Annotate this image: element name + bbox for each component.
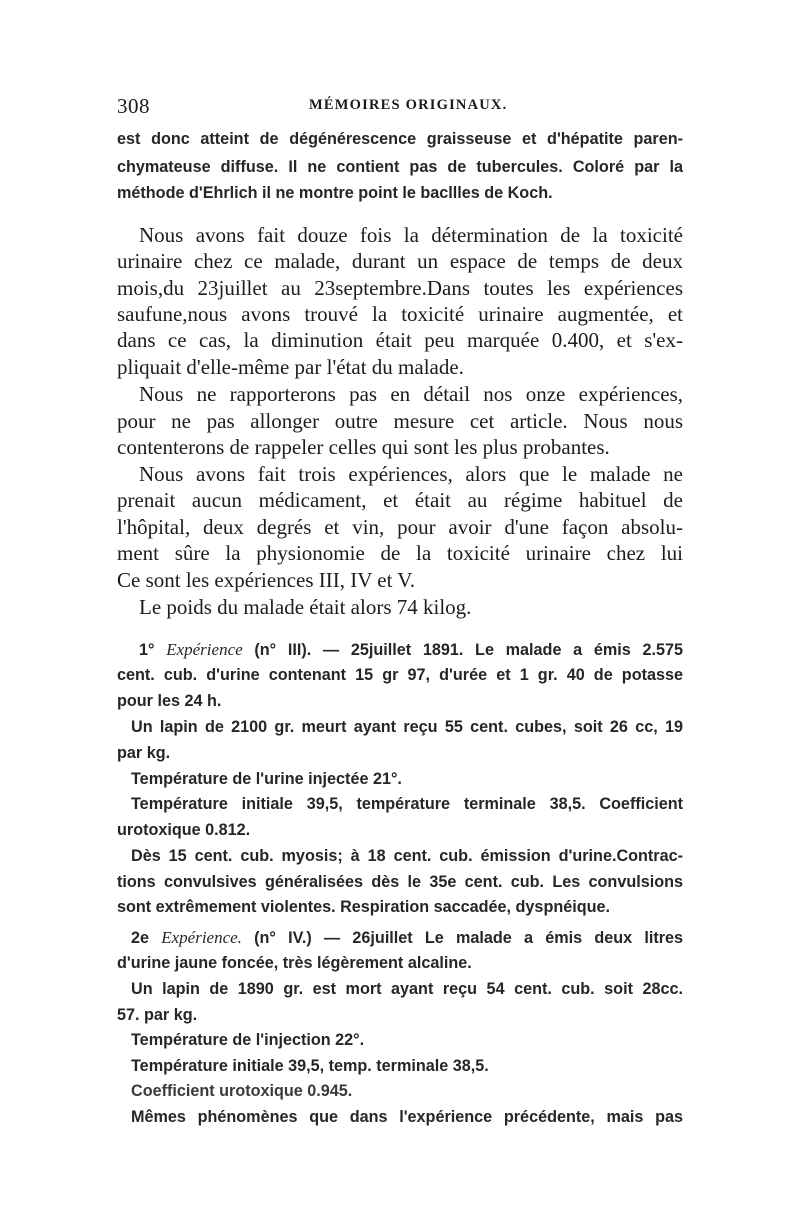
experiment-line: Un lapin de 1890 gr. est mort ayant reçu 54 cent. cub. soit 28cc.	[131, 980, 683, 998]
body-line: urinaire chez ce malade, durant un espace de temps de deux	[117, 249, 683, 273]
intro-line: est donc atteint de dégénérescence graisseuse et d'hépatite paren-	[117, 130, 683, 148]
body-line: Nous ne rapporterons pas en détail nos onze expériences,	[139, 382, 683, 406]
experiment-line: pour les 24 h.	[117, 692, 222, 710]
experiment-line: Température initiale 39,5, température terminale 38,5. Coefficient	[131, 795, 683, 813]
body-line: Ce sont les expériences III, IV et V.	[117, 568, 416, 592]
experiment-line: 57. par kg.	[117, 1006, 198, 1024]
page-header	[117, 94, 687, 120]
body-line: pliquait d'elle-même par l'état du malade.	[117, 355, 464, 379]
experiment-line: sont extrêmement violentes. Respiration saccadée, dyspnéique.	[117, 898, 610, 916]
experiment-label: Expérience.	[161, 928, 242, 947]
body-line: l'hôpital, deux degrés et vin, pour avoir d'une façon absolu-	[117, 515, 683, 539]
experiment-line: Température initiale 39,5, temp. terminale 38,5.	[131, 1057, 489, 1075]
experiment-heading-text: (n° IV.) — 26juillet Le malade a émis deux litres	[254, 929, 684, 947]
body-line: mois,du 23juillet au 23septembre.Dans toutes les expériences	[117, 276, 683, 300]
experiment-line: par kg.	[117, 744, 171, 762]
experiment-line: Un lapin de 2100 gr. meurt ayant reçu 55 cent. cubes, soit 26 cc, 19	[131, 718, 683, 736]
experiment-line: cent. cub. d'urine contenant 15 gr 97, d'urée et 1 gr. 40 de potasse	[117, 666, 683, 684]
body-line: Le poids du malade était alors 74 kilog.	[139, 595, 472, 619]
running-title: MÉMOIRES ORIGINAUX.	[309, 97, 508, 113]
experiment-heading	[117, 929, 683, 946]
intro-line: chymateuse diffuse. Il ne contient pas de tubercules. Coloré par la	[117, 158, 683, 176]
body-line: ment sûre la physionomie de la toxicité urinaire chez lui	[117, 541, 683, 565]
body-line: pour ne pas allonger outre mesure cet article. Nous nous	[117, 409, 683, 433]
body-line: saufune,nous avons trouvé la toxicité urinaire augmentée, et	[117, 302, 683, 326]
body-line: contenterons de rappeler celles qui sont les plus probantes.	[117, 435, 610, 459]
experiment-line: Coefficient urotoxique 0.945.	[131, 1082, 353, 1100]
experiment-line: urotoxique 0.812.	[117, 821, 251, 839]
body-line: Nous avons fait douze fois la détermination de la toxicité	[139, 223, 683, 247]
body-line: prenait aucun médicament, et était au régime habituel de	[117, 488, 683, 512]
experiment-line: d'urine jaune foncée, très légèrement alcaline.	[117, 954, 472, 972]
experiment-line: Température de l'injection 22°.	[131, 1031, 365, 1049]
body-line: dans ce cas, la diminution était peu marquée 0.400, et s'ex-	[117, 328, 683, 352]
intro-line: méthode d'Ehrlich il ne montre point le bacllles de Koch.	[117, 184, 553, 202]
page-number: 308	[117, 94, 150, 118]
experiment-prefix: 2e	[131, 929, 150, 947]
experiment-line: Température de l'urine injectée 21°.	[131, 770, 402, 788]
experiment-heading-text: (n° III). — 25juillet 1891. Le malade a émis 2.575	[254, 641, 683, 659]
experiment-heading	[117, 641, 683, 658]
experiment-line: tions convulsives généralisées dès le 35e cent. cub. Les convulsions	[117, 873, 683, 891]
experiment-prefix: 1°	[139, 641, 155, 659]
experiment-label: Expérience	[166, 640, 243, 659]
body-line: Nous avons fait trois expériences, alors que le malade ne	[139, 462, 683, 486]
experiment-line: Mêmes phénomènes que dans l'expérience précédente, mais pas	[131, 1108, 683, 1126]
experiment-line: Dès 15 cent. cub. myosis; à 18 cent. cub. émission d'urine.Contrac-	[131, 847, 683, 865]
